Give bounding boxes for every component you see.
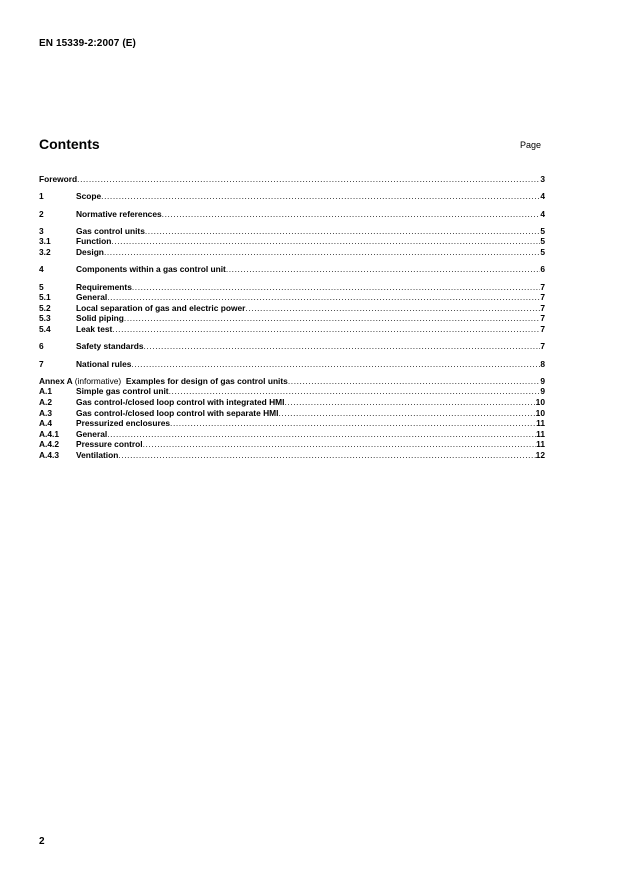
dot-leader bbox=[284, 397, 535, 408]
toc-entry-national-rules[interactable] bbox=[39, 359, 545, 370]
toc-entry-ventilation[interactable] bbox=[39, 450, 545, 461]
toc-entry-title: Requirements bbox=[76, 281, 132, 292]
toc-entry-number: 5.2 bbox=[39, 302, 51, 313]
dot-leader bbox=[143, 439, 537, 450]
dot-leader bbox=[104, 247, 540, 258]
toc-entry-title: Foreword bbox=[39, 174, 78, 184]
dot-leader bbox=[170, 418, 536, 429]
toc-entry-number: 5.3 bbox=[39, 313, 51, 324]
toc-entry-title: Ventilation bbox=[76, 449, 119, 460]
toc-entry-page: 5 bbox=[540, 247, 545, 258]
toc-entry-title: Solid piping bbox=[76, 313, 124, 324]
toc-entry-title: General bbox=[76, 428, 108, 439]
toc-entry-annex-a[interactable] bbox=[39, 376, 545, 387]
toc-entry-separate-hmi[interactable] bbox=[39, 408, 545, 419]
toc-entry-integrated-hmi[interactable] bbox=[39, 397, 545, 408]
toc-entry-number: A.1 bbox=[39, 386, 53, 397]
toc-entry-page: 11 bbox=[536, 428, 545, 439]
toc-entry-scope[interactable] bbox=[39, 191, 545, 202]
annex-informative-label: (informative) bbox=[74, 375, 122, 386]
toc-entry-design[interactable] bbox=[39, 247, 545, 258]
toc-entry-number: A.4 bbox=[39, 418, 53, 429]
toc-entry-number: A.4.2 bbox=[39, 439, 60, 450]
toc-entry-page: 7 bbox=[540, 281, 545, 292]
dot-leader bbox=[77, 174, 540, 185]
toc-entry-number: A.4.1 bbox=[39, 428, 60, 439]
toc-entry-page: 7 bbox=[540, 323, 545, 334]
toc-entry-number: A.4.3 bbox=[39, 449, 60, 460]
toc-entry-title: Function bbox=[76, 236, 112, 247]
toc-entry-title: National rules bbox=[76, 358, 132, 369]
toc-entry-number: 3.2 bbox=[39, 247, 51, 258]
toc-entry-gas-control-units[interactable] bbox=[39, 226, 545, 237]
toc-entry-page: 9 bbox=[540, 386, 545, 397]
toc-entry-page: 11 bbox=[536, 418, 545, 429]
toc-entry-function[interactable] bbox=[39, 236, 545, 247]
toc-entry-page: 11 bbox=[536, 439, 545, 450]
toc-entry-solid-piping[interactable] bbox=[39, 313, 545, 324]
toc-entry-page: 12 bbox=[535, 449, 545, 460]
toc-entry-title: Components within a gas control unit bbox=[76, 264, 226, 275]
toc-entry-title: Local separation of gas and electric power bbox=[76, 302, 246, 313]
toc-entry-number: 7 bbox=[39, 358, 44, 369]
toc-entry-title: Normative references bbox=[76, 208, 162, 219]
toc-entry-page: 6 bbox=[540, 264, 545, 275]
toc-entry-normative-references[interactable] bbox=[39, 209, 545, 220]
toc-entry-number: 6 bbox=[39, 341, 44, 352]
toc-entry-local-separation[interactable] bbox=[39, 303, 545, 314]
toc-entry-title: General bbox=[76, 292, 108, 303]
document-id: EN 15339-2:2007 (E) bbox=[39, 38, 136, 49]
toc-entry-page: 9 bbox=[540, 375, 545, 386]
toc-entry-page: 8 bbox=[540, 358, 545, 369]
dot-leader bbox=[169, 386, 541, 397]
annex-prefix: Annex A bbox=[39, 375, 73, 386]
dot-leader bbox=[288, 376, 540, 387]
toc-entry-simple-gas-control-unit[interactable] bbox=[39, 386, 545, 397]
contents-title: Contents bbox=[39, 136, 100, 152]
toc-entry-page: 10 bbox=[535, 397, 545, 407]
toc-entry-title: Design bbox=[76, 247, 104, 258]
toc-entry-number: 5.4 bbox=[39, 323, 51, 334]
toc-entry-number: A.2 bbox=[39, 397, 53, 407]
toc-entry-page: 3 bbox=[540, 174, 545, 184]
toc-entry-leak-test[interactable] bbox=[39, 324, 545, 335]
dot-leader bbox=[118, 450, 535, 461]
toc-entry-number: 3.1 bbox=[39, 236, 51, 247]
toc-entry-page: 5 bbox=[540, 236, 545, 247]
toc-entry-pressurized-enclosures[interactable] bbox=[39, 418, 545, 429]
toc-entry-title: Gas control units bbox=[76, 225, 145, 236]
toc-entry-title: Pressurized enclosures bbox=[76, 418, 171, 429]
toc-entry-number: 3 bbox=[39, 225, 44, 236]
toc-entry-page: 10 bbox=[535, 407, 545, 418]
toc-entry-page: 4 bbox=[540, 191, 545, 202]
dot-leader bbox=[132, 282, 540, 293]
dot-leader bbox=[112, 324, 540, 335]
toc-entry-title: Leak test bbox=[76, 323, 113, 334]
toc-entry-title: Gas control-/closed loop control with integrated HMI bbox=[76, 397, 285, 407]
toc-entry-page: 7 bbox=[540, 302, 545, 313]
toc-entry-components[interactable] bbox=[39, 264, 545, 275]
toc-entry-title: Scope bbox=[76, 191, 102, 202]
toc-entry-pressure-control[interactable] bbox=[39, 439, 545, 450]
dot-leader bbox=[162, 209, 541, 220]
toc-entry-requirements[interactable] bbox=[39, 282, 545, 293]
dot-leader bbox=[278, 408, 535, 419]
toc-entry-title bbox=[39, 376, 288, 387]
page-number: 2 bbox=[39, 836, 45, 847]
toc-entry-page: 5 bbox=[540, 225, 545, 236]
toc-entry-page: 7 bbox=[540, 313, 545, 324]
dot-leader bbox=[144, 341, 541, 352]
toc-entry-foreword[interactable] bbox=[39, 174, 545, 185]
toc-entry-title: Pressure control bbox=[76, 439, 143, 450]
toc-entry-number: 4 bbox=[39, 264, 44, 275]
dot-leader bbox=[226, 264, 541, 275]
toc-entry-title: Gas control-/closed loop control with separate HMI bbox=[76, 407, 279, 418]
toc-entry-number: 2 bbox=[39, 208, 44, 219]
table-of-contents bbox=[39, 174, 545, 461]
toc-entry-number: 5.1 bbox=[39, 292, 51, 303]
dot-leader bbox=[111, 236, 540, 247]
dot-leader bbox=[107, 429, 536, 440]
toc-entry-safety-standards[interactable] bbox=[39, 341, 545, 352]
toc-entry-title: Safety standards bbox=[76, 341, 144, 352]
toc-entry-page: 4 bbox=[540, 208, 545, 219]
toc-entry-general[interactable] bbox=[39, 292, 545, 303]
toc-entry-number: A.3 bbox=[39, 407, 53, 418]
page-column-heading: Page bbox=[520, 140, 542, 150]
dot-leader bbox=[131, 359, 540, 370]
toc-entry-a41-general[interactable] bbox=[39, 429, 545, 440]
toc-entry-title: Simple gas control unit bbox=[76, 386, 169, 397]
toc-entry-page: 7 bbox=[540, 341, 545, 352]
dot-leader bbox=[107, 292, 540, 303]
dot-leader bbox=[145, 226, 540, 237]
dot-leader bbox=[101, 191, 540, 202]
toc-entry-page: 7 bbox=[540, 292, 545, 303]
dot-leader bbox=[124, 313, 540, 324]
annex-title: Examples for design of gas control units bbox=[125, 375, 288, 386]
dot-leader bbox=[245, 303, 540, 314]
toc-entry-number: 1 bbox=[39, 191, 44, 202]
toc-entry-number: 5 bbox=[39, 281, 44, 292]
